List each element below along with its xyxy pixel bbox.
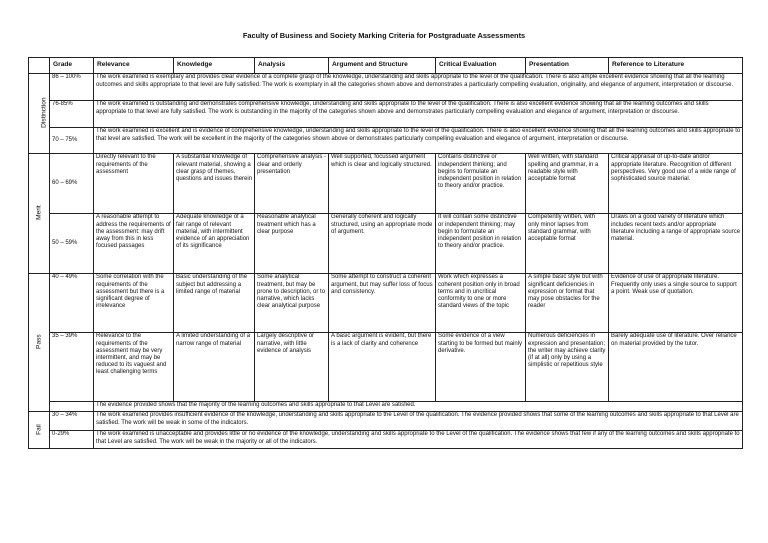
header-row: [29, 58, 743, 74]
presentation-cell: Competently written, with only minor lapses from standard grammar, with acceptable format: [526, 214, 609, 274]
band-header: [29, 58, 50, 74]
criteria-description: The work examined provides insufficient evidence of the knowledge, understanding and skills appropriate to the Level of the qualification. The evidence provided shows that some of the learning outcomes and skills appropriate to that Level are satisfied. The work will be weak in some of the indicators.: [94, 412, 743, 431]
band-merit: [29, 154, 50, 274]
argument-cell: A basic argument is evident, but there is a lack of clarity and coherence: [329, 333, 436, 402]
table-row: [29, 431, 743, 449]
header-critical-evaluation: Critical Evaluation: [436, 58, 526, 74]
grade-cell: 86 – 100%: [50, 74, 94, 101]
critical-cell: It will contain some distinctive or independent thinking; may begin to formulate an independent position in relation to theory and/or practice.: [436, 214, 526, 274]
knowledge-cell: Basic understanding of the subject but addressing a limited range of material: [174, 274, 255, 333]
criteria-description: The evidence provided shows that the majority of the learning outcomes and skills appropriate to that Level are satisfied.: [94, 402, 743, 412]
header-argument-structure: Argument and Structure: [329, 58, 436, 74]
grade-cell: 60 – 69%: [50, 154, 94, 214]
relevance-cell: A reasonable attempt to address the requirements of the assessment: may drift away from this in less focused passages: [94, 214, 174, 274]
literature-cell: Critical appraisal of up-to-date and/or appropriate literature. Recognition of different perspectives. Very good use of a wide range of sophisticated source material.: [609, 154, 743, 214]
band-distinction: [29, 74, 50, 154]
table-row: [29, 402, 743, 412]
table-row: [29, 101, 743, 128]
grade-cell: 50 – 59%: [50, 214, 94, 274]
header-analysis: Analysis: [255, 58, 329, 74]
argument-cell: Generally coherent and logically structured, using an appropriate mode of argument.: [329, 214, 436, 274]
header-reference-literature: Reference to Literature: [609, 58, 743, 74]
relevance-cell: Some correlation with the requirements of the assessment but there is a significant degree of irrelevance: [94, 274, 174, 333]
argument-cell: Some attempt to construct a coherent argument, but may suffer loss of focus and consistency.: [329, 274, 436, 333]
relevance-cell: Relevance to the requirements of the assessment may be very intermittent, and may be reduced to its vaguest and least challenging terms: [94, 333, 174, 402]
table-row: [29, 154, 743, 214]
knowledge-cell: Adequate knowledge of a fair range of relevant material, with intermittent evidence of an appreciation of its significance: [174, 214, 255, 274]
table-row: [29, 128, 743, 154]
analysis-cell: Largely descriptive or narrative, with little evidence of analysis: [255, 333, 329, 402]
band-pass: [29, 274, 50, 412]
grade-cell: 0-29%: [50, 431, 94, 449]
knowledge-cell: A substantial knowledge of relevant material, showing a clear grasp of themes, questions and issues therein: [174, 154, 255, 214]
analysis-cell: Some analytical treatment, but may be prone to description, or to narrative, which lacks clear analytical purpose: [255, 274, 329, 333]
criteria-description: The work examined is unacceptable and provides little or no evidence of the knowledge, understanding and skills appropriate to the Level of the qualification. The evidence shows that few if any of the learning outcomes and skills appropriate to that Level are satisfied. The work will be weak in the majority or all of the indicators.: [94, 431, 743, 449]
analysis-cell: Reasonable analytical treatment which has a clear purpose: [255, 214, 329, 274]
grade-cell: 70 – 75%: [50, 128, 94, 154]
relevance-cell: Directly relevant to the requirements of the assessment: [94, 154, 174, 214]
analysis-cell: Comprehensive analysis - clear and orderly presentation: [255, 154, 329, 214]
grade-cell: 30 – 34%: [50, 412, 94, 431]
presentation-cell: A simple basic style but with significant deficiencies in expression or format that may pose obstacles for the reader: [526, 274, 609, 333]
header-relevance: Relevance: [94, 58, 174, 74]
header-grade: Grade: [50, 58, 94, 74]
band-merit-label: Merit: [35, 205, 43, 221]
band-fail-label: Fail: [35, 424, 43, 435]
literature-cell: Draws on a good variety of literature which includes recent texts and/or appropriate literature including a range of appropriate source material.: [609, 214, 743, 274]
criteria-description: The work examined is exemplary and provides clear evidence of a complete grasp of the knowledge, understanding and skills appropriate to the level of the qualification. There is also ample excellent evidence showing that all the learning outcomes and skills appropriate to that level are fully satisfied. The work is exemplary in all the categories shown above and demonstrates a particularly compelling evaluation, originality, and elegance of argument, interpretation or discourse.: [94, 74, 743, 101]
critical-cell: Some evidence of a view starting to be formed but mainly derivative.: [436, 333, 526, 402]
marking-criteria-table: [28, 57, 743, 449]
knowledge-cell: A limited understanding of a narrow range of material: [174, 333, 255, 402]
table-row: [29, 274, 743, 333]
critical-cell: Contains distinctive or independent thinking; and begins to formulate an independent position in relation to theory and/or practice.: [436, 154, 526, 214]
criteria-description: The work examined is excellent and is evidence of comprehensive knowledge, understanding and skills appropriate to the level of the qualification. There is also excellent evidence showing that all the learning outcomes and skills appropriate to that level are satisfied. The work will be excellent in the majority of the categories shown above or demonstrates particularly compelling evaluation and elegance of argument, interpretation or discourse.: [94, 128, 743, 154]
table-row: [29, 74, 743, 101]
critical-cell: Work which expresses a coherent position only in broad terms and in uncritical conformity to one or more standard views of the topic: [436, 274, 526, 333]
table-row: [29, 333, 743, 402]
literature-cell: Evidence of use of appropriate literature. Frequently only uses a single source to support a point. Weak use of quotation.: [609, 274, 743, 333]
presentation-cell: Numerous deficiencies in expression and presentation; the writer may achieve clarity (if at all) only by using a simplistic or repetitious style: [526, 333, 609, 402]
header-presentation: Presentation: [526, 58, 609, 74]
criteria-description: The work examined is outstanding and demonstrates comprehensive knowledge, understanding and skills appropriate to the level of the qualification. There is also excellent evidence showing that all the learning outcomes and skills appropriate to that level are fully satisfied. The work is outstanding in the majority of the categories shown above and demonstrates particularly compelling evaluation and elegance of argument, interpretation or discourse.: [94, 101, 743, 128]
literature-cell: Barely adequate use of literature. Over reliance on material provided by the tutor.: [609, 333, 743, 402]
grade-cell: 76-85%: [50, 101, 94, 128]
grade-cell: 35 – 39%: [50, 333, 94, 402]
grade-cell: 40 – 49%: [50, 274, 94, 333]
table-row: [29, 412, 743, 431]
presentation-cell: Well written, with standard spelling and grammar, in a readable style with acceptable format: [526, 154, 609, 214]
argument-cell: Well supported, focussed argument which is clear and logically structured.: [329, 154, 436, 214]
document-title: Faculty of Business and Society Marking Criteria for Postgraduate Assessments: [242, 31, 526, 40]
band-fail: [29, 412, 50, 449]
header-knowledge: Knowledge: [174, 58, 255, 74]
band-distinction-label: Distinction: [40, 97, 48, 129]
table-row: [29, 214, 743, 274]
band-pass-label: Pass: [35, 334, 43, 350]
grade-cell: [50, 402, 94, 412]
